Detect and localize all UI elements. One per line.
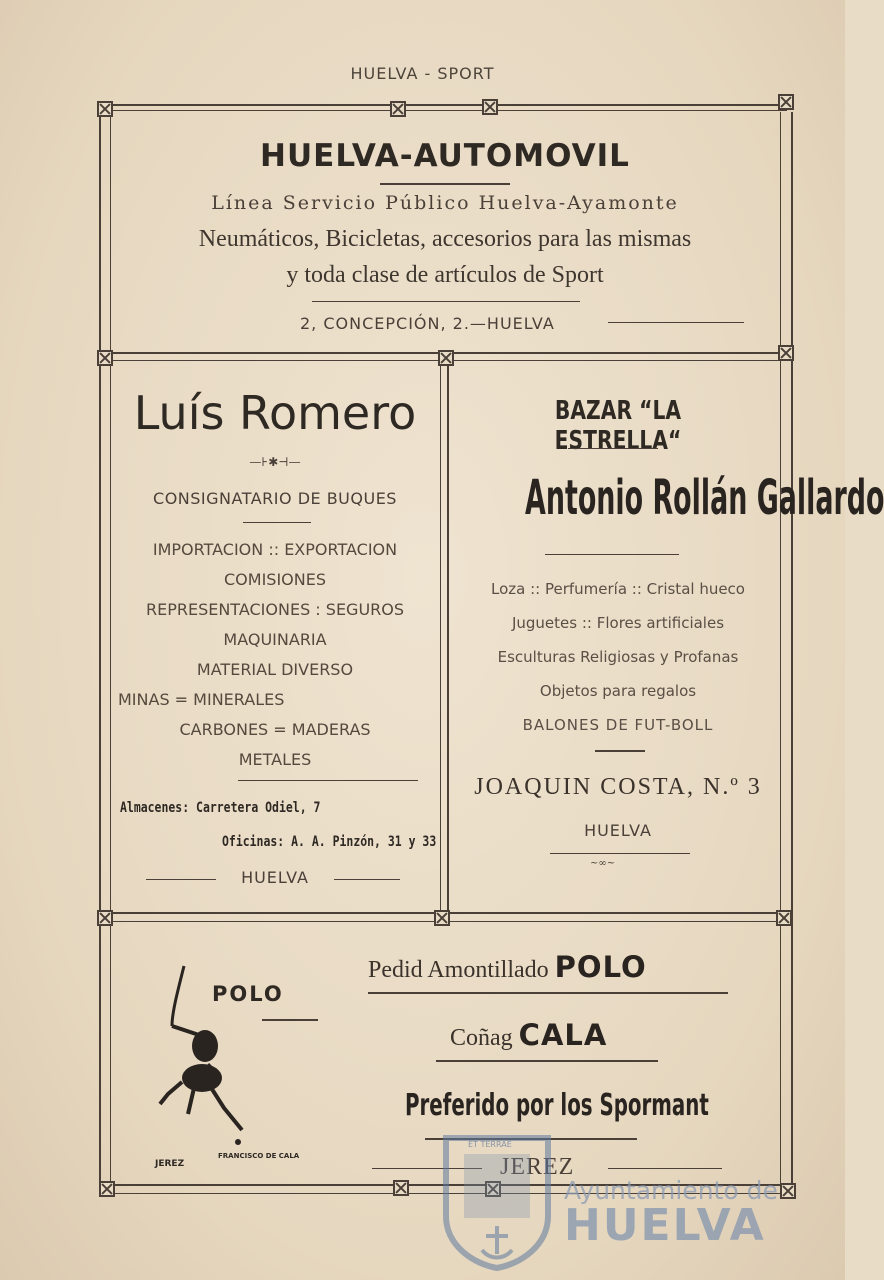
city-underline	[550, 853, 690, 854]
list-item: COMISIONES	[224, 570, 326, 589]
divider	[436, 1060, 658, 1062]
cala-slogan-prefix: Coñag	[450, 1025, 513, 1051]
address: JOAQUIN COSTA, N.º 3	[474, 774, 762, 800]
warehouse-address: Almacenes: Carretera Odiel, 7	[120, 800, 321, 816]
running-head: HUELVA - SPORT	[350, 64, 495, 83]
products-line: Neumáticos, Bicicletas, accesorios para las mismas	[198, 226, 692, 252]
slogan: Preferido por los Spormant	[405, 1088, 709, 1123]
watermark-line-1: Ayuntamiento de	[564, 1176, 778, 1205]
title-underline	[568, 448, 658, 449]
watermark-line-2: HUELVA	[564, 1200, 766, 1251]
logo-underline	[262, 1019, 318, 1021]
cala-brand: CALA	[518, 1018, 608, 1052]
rule-right	[334, 879, 400, 880]
divider	[368, 992, 728, 994]
address-rule	[608, 322, 744, 323]
list-item: METALES	[238, 750, 312, 769]
polo-slogan-prefix: Pedid Amontillado	[368, 957, 549, 983]
divider	[238, 780, 418, 781]
rule-right	[608, 1168, 722, 1169]
city: HUELVA	[584, 821, 652, 840]
list-item: Juguetes :: Flores artificiales	[511, 614, 725, 632]
list-item: CARBONES = MADERAS	[179, 720, 371, 739]
list-item: MAQUINARIA	[223, 630, 327, 649]
shop-name: BAZAR “LA ESTRELLA“	[554, 396, 682, 456]
office-address: Oficinas: A. A. Pinzón, 31 y 33	[222, 834, 437, 850]
list-item: Objetos para regalos	[539, 682, 697, 700]
cala-slogan	[450, 1018, 607, 1052]
address: 2, CONCEPCIÓN, 2.—HUELVA	[300, 314, 555, 333]
service-line: Línea Servicio Público Huelva-Ayamonte	[211, 192, 679, 214]
company-role: CONSIGNATARIO DE BUQUES	[153, 489, 397, 508]
divider	[312, 301, 580, 302]
owner-underline	[545, 554, 679, 555]
products-line-2: y toda clase de artículos de Sport	[286, 262, 604, 288]
owner-name: Antonio Rollán Gallardo	[525, 470, 884, 526]
list-item: REPRESENTACIONES : SEGUROS	[145, 600, 405, 619]
logo-place: JEREZ	[155, 1159, 185, 1169]
list-item: BALONES DE FUT-BOLL	[522, 716, 714, 734]
role-underline	[243, 522, 311, 523]
list-item: Loza :: Perfumería :: Cristal hueco	[491, 580, 745, 598]
ornament-icon: ~∞~	[590, 858, 616, 869]
polo-logo-text: POLO	[212, 982, 284, 1006]
city: JEREZ	[500, 1154, 575, 1180]
list-item: MATERIAL DIVERSO	[196, 660, 354, 679]
list-item: MINAS = MINERALES	[118, 690, 285, 709]
company-name: Luís Romero	[133, 386, 417, 440]
list-item: IMPORTACION :: EXPORTACION	[152, 540, 398, 559]
logo-maker: FRANCISCO DE CALA	[218, 1152, 300, 1160]
ornament-divider: —⊦✱⊣—	[249, 455, 301, 469]
polo-slogan	[368, 950, 647, 984]
list-item: Esculturas Religiosas y Profanas	[497, 648, 739, 666]
title-underline	[380, 183, 510, 185]
watermark-motto: ET TERRAE	[468, 1140, 512, 1149]
ad-title: HUELVA-AUTOMOVIL	[260, 138, 630, 174]
divider	[595, 750, 645, 752]
city: HUELVA	[241, 868, 309, 887]
polo-brand: POLO	[554, 950, 647, 984]
city-seal-icon	[438, 1130, 556, 1270]
